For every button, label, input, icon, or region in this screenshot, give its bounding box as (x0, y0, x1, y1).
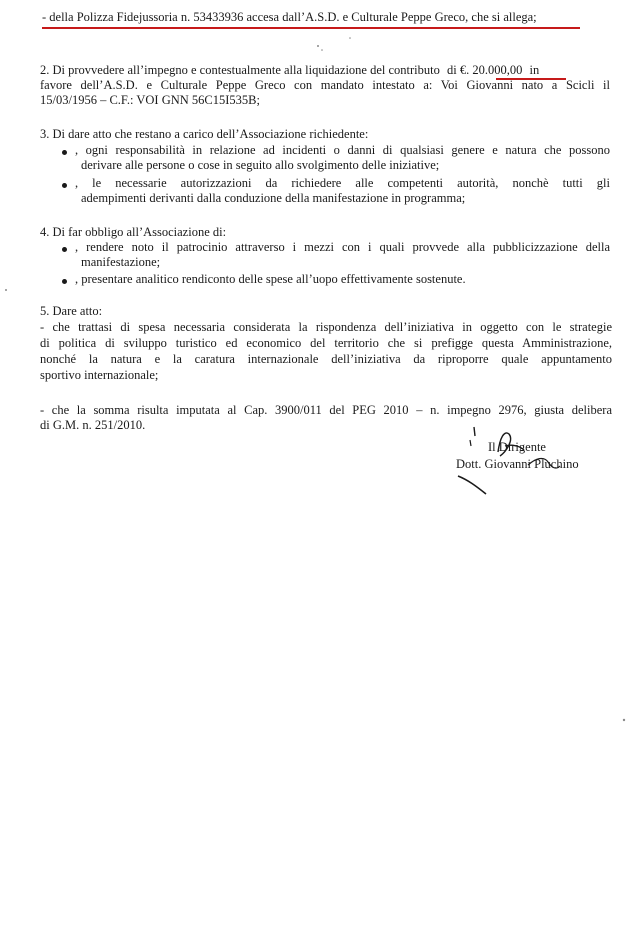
point3-bullet2-line1: , le necessarie autorizzazioni da richiedere alle competenti autorità, nonchè tutti gli (75, 176, 610, 190)
point5-line2: di politica di sviluppo turistico ed economico del territorio che si prefigge questa Amministrazione, (40, 336, 612, 350)
point2-line1-text: 2. Di provvedere all’impegno e contestualmente alla liquidazione del contributo (40, 63, 440, 77)
point4-bullet1-line2: manifestazione; (81, 255, 161, 269)
point4-heading: 4. Di far obbligo all’Associazione di: (40, 225, 227, 239)
point5-line4: sportivo internazionale; (40, 368, 159, 382)
point2-line2: favore dell’A.S.D. e Culturale Peppe Greco con mandato intestato a: Voi Giovanni nato a Scicli il (40, 78, 610, 92)
point5-line5: - che la somma risulta imputata al Cap. 3900/011 del PEG 2010 – n. impegno 2976, giusta delibera (40, 403, 612, 417)
signature-name: Dott. Giovanni Pluchino (456, 457, 579, 471)
point2-line3: 15/03/1956 – C.F.: VOI GNN 56C15I535B; (40, 93, 260, 107)
point5-line1: - che trattasi di spesa necessaria considerata la rispondenza dell’iniziativa in oggetto con le strategie (40, 320, 612, 334)
point2-line1-end: in (529, 63, 540, 77)
point4-bullet1-line1: , rendere noto il patrocinio attraverso i mezzi con i quali provvede alla pubblicizzazione della (75, 240, 610, 254)
contribution-amount: di €. 20.000,00 (447, 63, 523, 77)
point4-bullet2-line1: , presentare analitico rendiconto delle spese all’uopo effettivamente sostenute. (75, 272, 466, 286)
point5-line6: di G.M. n. 251/2010. (40, 418, 146, 432)
intro-line: - della Polizza Fidejussoria n. 53433936 accesa dall’A.S.D. e Culturale Peppe Greco, che si allega; (42, 10, 537, 24)
point3-bullet2-line2: adempimenti derivanti dalla conduzione della manifestazione in programma; (81, 191, 466, 205)
point3-bullet1-line1: , ogni responsabilità in relazione ad incidenti o danni di qualsiasi genere e natura che possono (75, 143, 610, 157)
point5-heading: 5. Dare atto: (40, 304, 103, 318)
point3-bullet1-line2: derivare alle persone o cose in seguito allo svolgimento delle iniziative; (81, 158, 440, 172)
point5-line3: nonché la natura e la caratura internazionale dell’iniziativa da riproporre quale appuntamento (40, 352, 612, 366)
point3-heading: 3. Di dare atto che restano a carico dell’Associazione richiedente: (40, 127, 369, 141)
signature-role: Il Dirigente (488, 440, 546, 454)
